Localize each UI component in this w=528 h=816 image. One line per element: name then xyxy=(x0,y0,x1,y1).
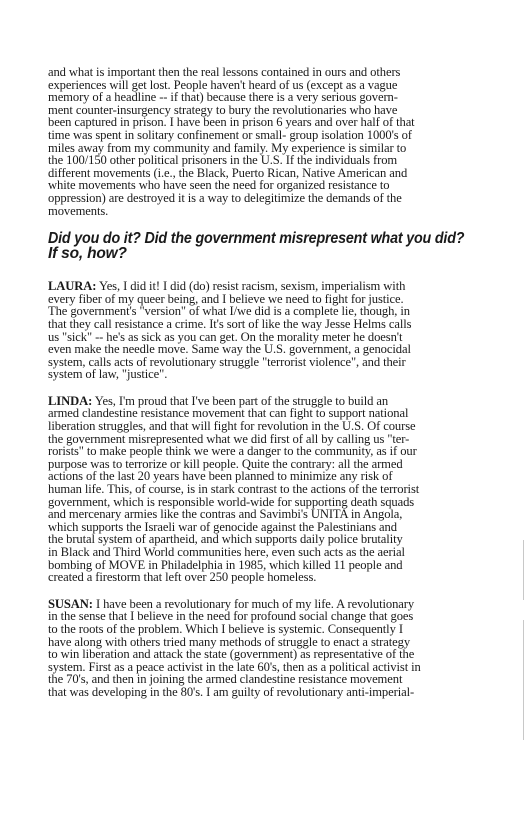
text-line: and what is important then the real lessons contained in ours and others xyxy=(48,65,401,79)
text-line: purpose was to terrorize or kill people. Quite the contrary: all the armed xyxy=(48,456,403,471)
answer-linda xyxy=(48,395,464,584)
text-line: have along with others tried many methods of struggle to enact a strategy xyxy=(48,634,411,649)
speaker-name: LINDA: xyxy=(48,393,93,408)
text-line: experiences will get lost. People haven't heard of us (except as a vague xyxy=(48,77,398,92)
text-line: different movements (i.e., the Black, Puerto Rican, Native American and xyxy=(48,165,408,180)
text-line: created a firestorm that left over 250 people homeless. xyxy=(48,570,317,585)
text-line: system. First as a peace activist in the late 60's, then as a political activist in xyxy=(48,659,421,674)
text-line: that was developing in the 80's. I am guilty of revolutionary anti-imperial- xyxy=(48,684,415,699)
text-line: oppression) are destroyed it is a way to delegitimize the demands of the xyxy=(48,190,402,205)
text-line: government, which is responsible world-wide for supporting death squads xyxy=(48,494,415,509)
text-line: system of law, "justice". xyxy=(48,367,168,382)
text-line: white movements who have seen the need for organized resistance to xyxy=(48,178,390,193)
text-line: bombing of MOVE in Philadelphia in 1985, which killed 11 people and xyxy=(48,557,403,572)
text-line: and mercenary armies like the contras and Savimbi's UNITA in Angola, xyxy=(48,507,403,522)
text-line: system, calls acts of revolutionary struggle "terrorist violence", and their xyxy=(48,354,406,369)
intro-paragraph xyxy=(48,66,464,217)
question-line: If so, how? xyxy=(48,245,127,263)
text-line: The government's "version" of what I/we did is a complete lie, though, in xyxy=(48,304,410,319)
text-line: that they call resistance a crime. It's sort of like the way Jesse Helms calls xyxy=(48,316,412,331)
text-line: memory of a headline -- if that) because there is a very serious govern- xyxy=(48,90,398,105)
text-line: in Black and Third World communities here, even such acts as the aerial xyxy=(48,545,405,559)
text-line: time was spent in solitary confinement or small- group isolation 1000's of xyxy=(48,127,412,142)
text-line: liberation struggles, and that will fight for revolution in the U.S. Of course xyxy=(48,419,416,434)
text-line: actions of the last 20 years have been planned to minimize any risk of xyxy=(48,469,393,484)
answer-laura xyxy=(48,280,464,381)
text-line: LINDA: Yes, I'm proud that I've been part of the struggle to build an xyxy=(48,393,389,408)
text-line: the brutal system of apartheid, and which supports daily police brutality xyxy=(48,532,403,547)
text-line: to the roots of the problem. Which I believe is systemic. Consequently I xyxy=(48,621,403,636)
page-content xyxy=(48,66,464,713)
text-line: LAURA: Yes, I did it! I did (do) resist racism, sexism, imperialism with xyxy=(48,279,406,294)
text-line: in the sense that I believe in the need for profound social change that goes xyxy=(48,609,414,624)
text-line: armed clandestine resistance movement that can fight to support national xyxy=(48,406,409,421)
text-line: been captured in prison. I have been in prison 6 years and over half of that xyxy=(48,115,415,130)
text-line: the 100/150 other political prisoners in the U.S. If the individuals from xyxy=(48,153,398,168)
text-line: the 70's, and then in joining the armed clandestine resistance movement xyxy=(48,672,403,687)
text-line: us "sick" -- he's as sick as you can get. On the morality meter he doesn't xyxy=(48,329,403,344)
text-line: every fiber of my queer being, and I believe we need to fight for justice. xyxy=(48,291,404,306)
interview-question xyxy=(48,231,464,261)
text-line: even make the needle move. Same way the U.S. government, a genocidal xyxy=(48,342,411,357)
text-line: SUSAN: I have been a revolutionary for much of my life. A revolutionary xyxy=(48,596,415,611)
text-line: the government misrepresented what we did first of all by calling us "ter- xyxy=(48,431,410,446)
question-line: Did you do it? Did the government misrepresent what you did? xyxy=(48,230,465,248)
text-line: to win liberation and attack the state (government) as representative of the xyxy=(48,647,415,662)
scan-edge-mark xyxy=(523,540,524,600)
text-line: movements. xyxy=(48,203,109,218)
answer-susan xyxy=(48,598,464,699)
scan-edge-mark xyxy=(523,620,524,740)
text-line: which supports the Israeli war of genocide against the Palestinians and xyxy=(48,519,397,534)
speaker-name: LAURA: xyxy=(48,279,97,294)
speaker-name: SUSAN: xyxy=(48,596,93,611)
text-line: human life. This, of course, is in stark contrast to the actions of the terrorist xyxy=(48,482,420,497)
text-line: miles away from my community and family. My experience is similar to xyxy=(48,140,407,155)
text-line: ment counter-insurgency strategy to bury the revolutionaries who have xyxy=(48,102,398,117)
text-line: rorists" to make people think we were a danger to the community, as if our xyxy=(48,444,417,459)
